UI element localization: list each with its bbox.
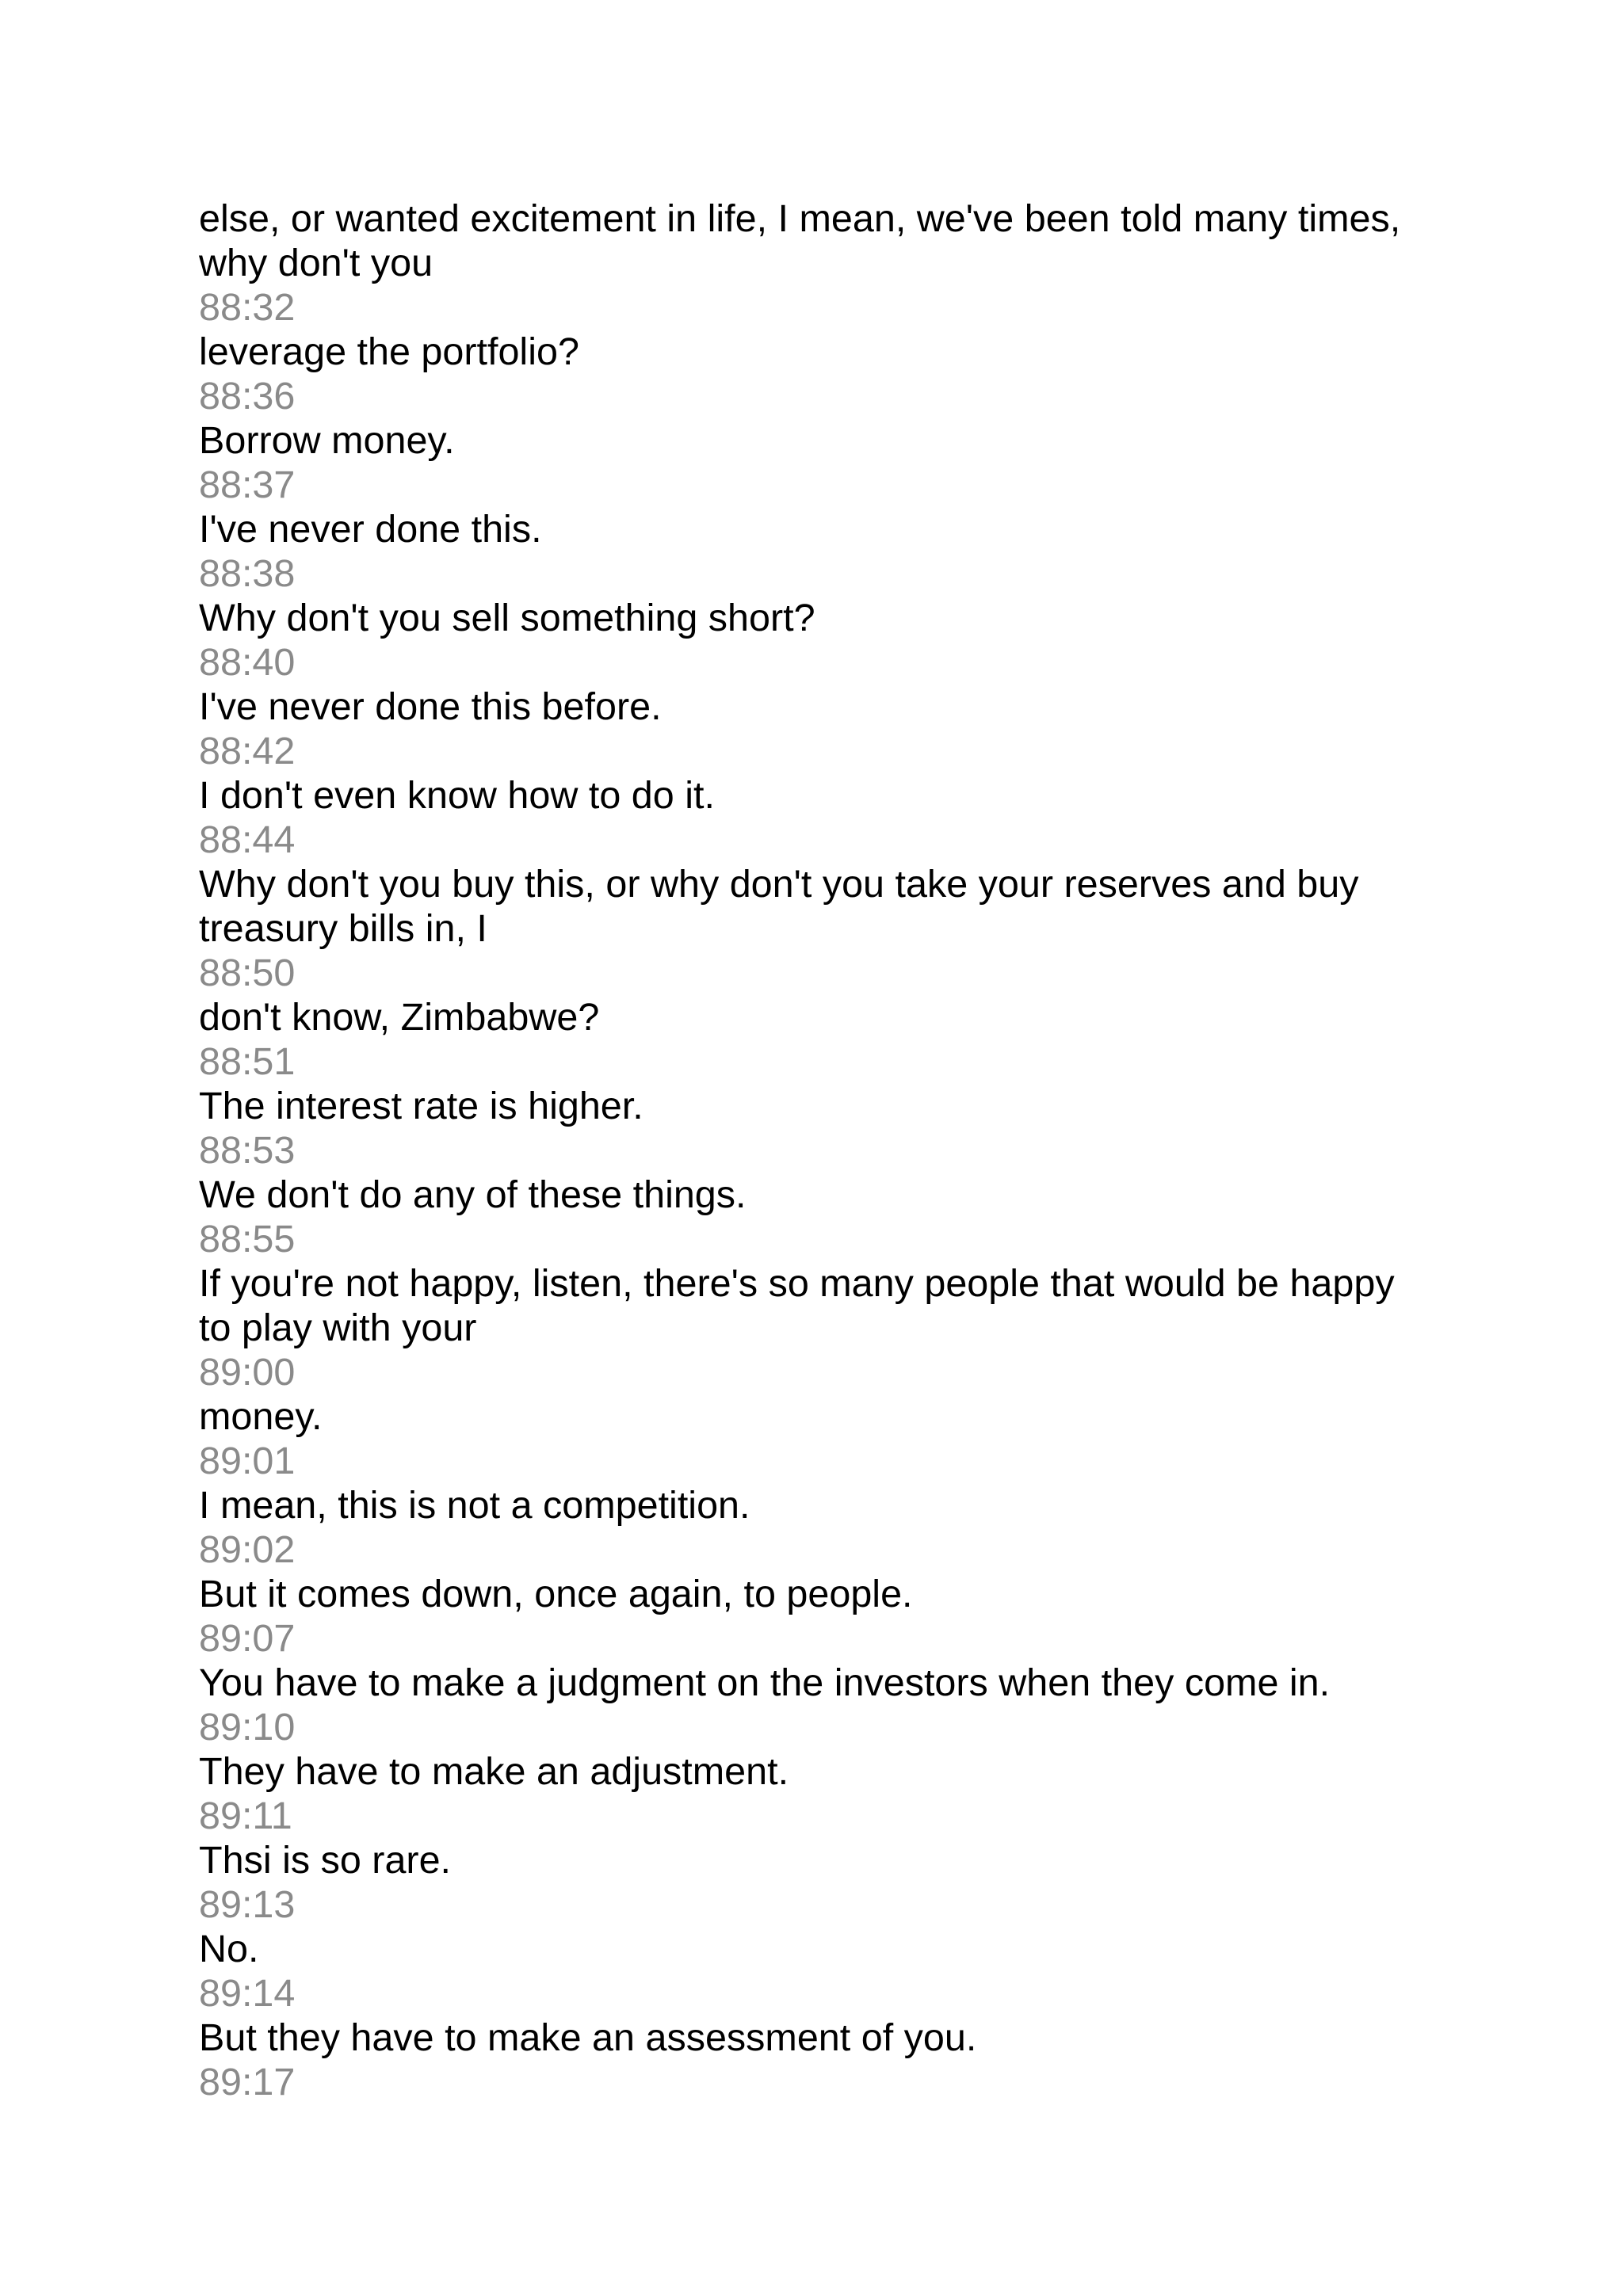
transcript-line: No. bbox=[199, 1928, 259, 1970]
transcript-line: You have to make a judgment on the investors when they come in. bbox=[199, 1661, 1331, 1704]
timestamp: 89:01 bbox=[199, 1440, 296, 1482]
timestamp: 89:14 bbox=[199, 1972, 296, 2015]
timestamp: 89:10 bbox=[199, 1706, 296, 1749]
timestamp: 89:00 bbox=[199, 1351, 296, 1394]
timestamp: 88:50 bbox=[199, 952, 296, 994]
transcript-line: Why don't you sell something short? bbox=[199, 597, 815, 639]
timestamp: 88:55 bbox=[199, 1218, 296, 1261]
transcript-line: The interest rate is higher. bbox=[199, 1085, 643, 1127]
transcript-line: don't know, Zimbabwe? bbox=[199, 996, 600, 1039]
timestamp: 89:17 bbox=[199, 2061, 296, 2103]
transcript-line: Borrow money. bbox=[199, 419, 455, 462]
transcript-page bbox=[199, 196, 1435, 2104]
transcript-line: leverage the portfolio? bbox=[199, 330, 579, 373]
transcript-line: If you're not happy, listen, there's so many people that would be happy bbox=[199, 1262, 1395, 1305]
timestamp: 88:40 bbox=[199, 641, 296, 684]
timestamp: 88:36 bbox=[199, 375, 296, 418]
transcript-line: We don't do any of these things. bbox=[199, 1173, 747, 1216]
timestamp: 88:53 bbox=[199, 1129, 296, 1172]
transcript-line: Why don't you buy this, or why don't you take your reserves and buy bbox=[199, 863, 1359, 906]
transcript-body bbox=[199, 196, 1435, 2104]
transcript-line: Thsi is so rare. bbox=[199, 1839, 452, 1882]
transcript-line: why don't you bbox=[199, 242, 433, 284]
timestamp: 88:44 bbox=[199, 818, 296, 861]
timestamp: 89:11 bbox=[199, 1794, 292, 1837]
transcript-line: I've never done this. bbox=[199, 508, 542, 551]
timestamp: 88:38 bbox=[199, 552, 296, 595]
timestamp: 88:37 bbox=[199, 463, 296, 506]
timestamp: 89:07 bbox=[199, 1617, 296, 1660]
transcript-line: But they have to make an assessment of you. bbox=[199, 2016, 977, 2059]
transcript-line: I've never done this before. bbox=[199, 685, 662, 728]
transcript-line: treasury bills in, I bbox=[199, 907, 487, 950]
transcript-line: to play with your bbox=[199, 1306, 477, 1349]
timestamp: 89:13 bbox=[199, 1883, 296, 1926]
timestamp: 88:51 bbox=[199, 1040, 296, 1083]
timestamp: 88:42 bbox=[199, 730, 296, 772]
transcript-line: I don't even know how to do it. bbox=[199, 774, 715, 817]
transcript-line: money. bbox=[199, 1395, 323, 1438]
transcript-line: But it comes down, once again, to people. bbox=[199, 1573, 913, 1615]
timestamp: 89:02 bbox=[199, 1528, 296, 1571]
transcript-line: else, or wanted excitement in life, I mean, we've been told many times, bbox=[199, 197, 1401, 240]
transcript-line: I mean, this is not a competition. bbox=[199, 1484, 750, 1527]
transcript-line: They have to make an adjustment. bbox=[199, 1750, 789, 1793]
timestamp: 88:32 bbox=[199, 286, 296, 329]
